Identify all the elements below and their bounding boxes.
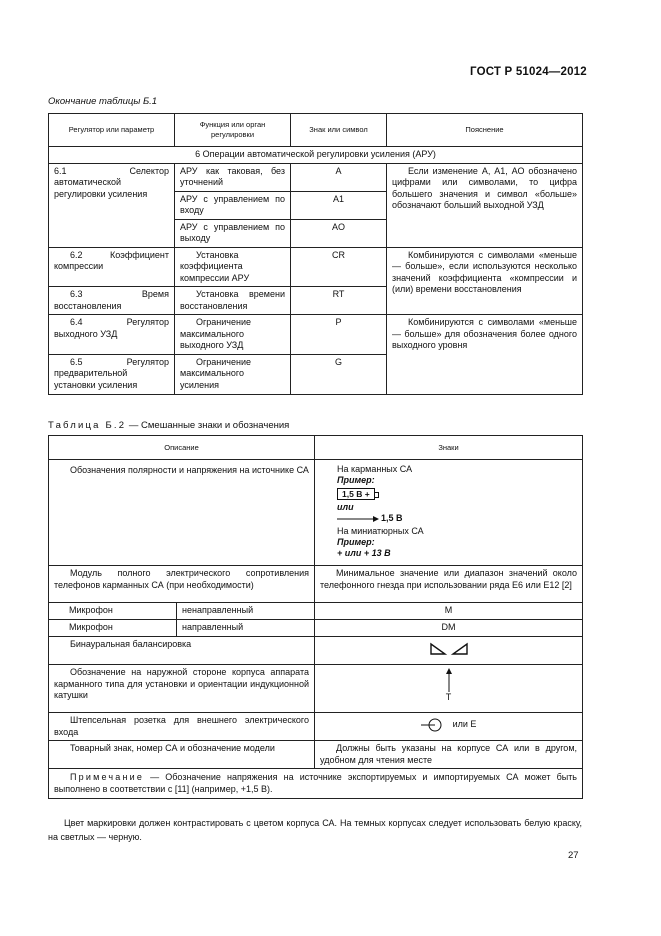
col-header: Функция или орган регулировки [175,114,291,147]
example-label: Пример: [337,475,375,485]
socket-icon [421,718,449,732]
sign-cell: M [315,603,583,620]
desc-cell: Микрофон [49,603,177,620]
desc-cell: Бинауральная балансировка [49,637,315,665]
polarity-signs [315,460,583,566]
desc-cell: Микрофон [49,620,177,637]
table2-caption-prefix: Таблица Б.2 [48,420,127,431]
coil-sign: T [445,692,452,702]
param-cell: 6.5 Регулятор предварительной установки усиления [49,354,175,394]
sign-cell [315,713,583,741]
binaural-balance-icon [429,642,469,656]
sign-cell: P [291,315,387,355]
sign-cell: CR [291,247,387,287]
function-cell: Установка времени восстановления [175,287,291,315]
note-cell: Комбинируются с символами «меньше — больше», если используются несколько значений коэффициента «компрессии и (или) времени восстановления [387,247,583,315]
desc-cell: Модуль полного электрического сопротивления телефонов карманных СА (при необходимости) [49,566,315,603]
function-cell: АРУ с управлением по выходу [175,219,291,247]
note-cell: Комбинируются с символами «меньше — больше» для обозначения более одного выходного уровня [387,315,583,395]
sign-cell: AO [291,219,387,247]
note-prefix: Примечание [70,772,145,782]
table-b2 [48,435,583,799]
battery-icon: 1,5 В + [337,488,375,500]
col-header: Описание [49,436,315,460]
socket-sign: или Е [452,719,477,729]
example-label: Пример: [337,537,375,547]
function-cell: АРУ с управлением по входу [175,191,291,219]
col-header: Знаки [315,436,583,460]
table2-caption [48,420,289,431]
sign-cell: Должны быть указаны на корпусе СА или в другом, удобном для чтения месте [315,741,583,769]
desc-cell: Штепсельная розетка для внешнего электрического входа [49,713,315,741]
page-number: 27 [568,850,579,861]
arrow-up-icon [444,668,454,692]
param-cell: 6.4 Регулятор выходного УЗД [49,315,175,355]
sign-cell: A [291,163,387,191]
mini-label: На миниатюрных СА [337,526,424,536]
col-header: Регулятор или параметр [49,114,175,147]
function-cell: АРУ как таковая, без уточнений [175,163,291,191]
footer-paragraph: Цвет маркировки должен контрастировать с цветом корпуса СА. На темных корпусах следует использовать белую краску, на светлых — черную. [48,818,582,842]
standard-header: ГОСТ Р 51024—2012 [470,66,587,78]
table2-caption-rest: — Смешанные знаки и обозначения [126,420,290,431]
col-header: Пояснение [387,114,583,147]
function-cell: Установка коэффициента компрессии АРУ [175,247,291,287]
desc-cell: направленный [177,620,315,637]
sign-cell: A1 [291,191,387,219]
param-cell: 6.3 Время восстановления [49,287,175,315]
table1-caption: Окончание таблицы Б.1 [48,96,158,107]
function-cell: Ограничение максимального усиления [175,354,291,394]
desc-cell: ненаправленный [177,603,315,620]
function-cell: Ограничение максимального выходного УЗД [175,315,291,355]
table-note [49,769,583,799]
arrow-right-icon [337,515,379,523]
param-cell: 6.2 Коэффициент компрессии [49,247,175,287]
param-cell: 6.1 Селектор автоматической регулировки усиления [49,163,175,247]
section-title: 6 Операции автоматической регулировки усиления (АРУ) [49,147,583,164]
note-text: — Обозначение напряжения на источнике экспортируемых и импортируемых СА может быть выполнено в соответствии с [11] (например, +1,5 В). [54,772,578,794]
mini-value: + или + 13 В [337,548,391,558]
or-label: или [337,502,354,512]
sign-cell [315,665,583,713]
sign-cell: RT [291,287,387,315]
pocket-label: На карманных СА [337,464,413,474]
desc-cell: Обозначение на наружной стороне корпуса аппарата карманного типа для установки и ориентации индукционной катушки [49,665,315,713]
desc-cell: Обозначения полярности и напряжения на источнике СА [49,460,315,566]
sign-cell: G [291,354,387,394]
sign-cell: DM [315,620,583,637]
col-header: Знак или символ [291,114,387,147]
desc-cell: Товарный знак, номер СА и обозначение модели [49,741,315,769]
sign-cell: Минимальное значение или диапазон значений около телефонного гнезда при использовании ряда Е6 или Е12 [2] [315,566,583,603]
sign-cell [315,637,583,665]
arrow-value: 1,5 В [381,513,403,523]
note-cell: Если изменение А, А1, АО обозначено цифрами или символами, то цифра большего значения и символ «больше» обозначают больший выходной УЗД [387,163,583,247]
table-b1 [48,113,583,395]
